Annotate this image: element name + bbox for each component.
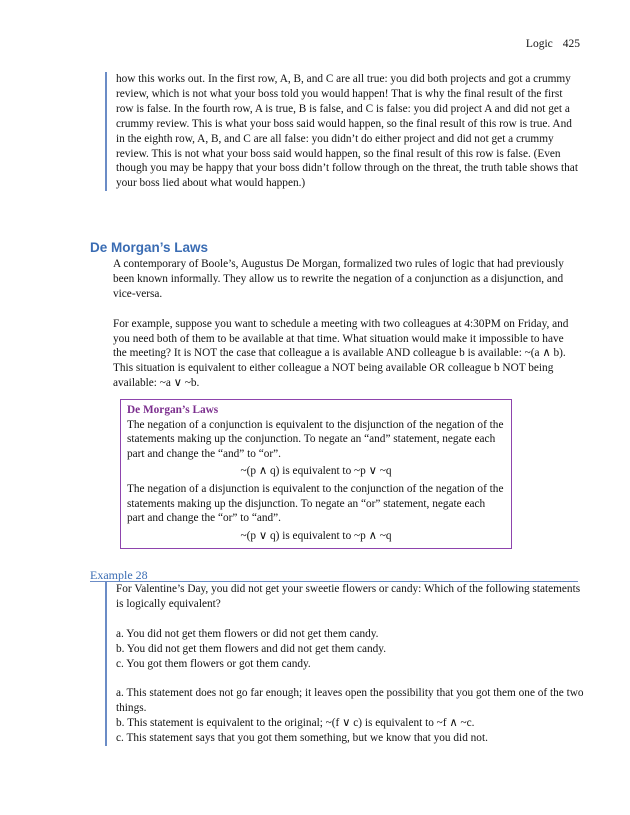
page-header [516,38,580,50]
option-c: c. You got them flowers or got them candy. [116,657,311,670]
answer-c: c. This statement says that you got them something, but we know that you did not. [116,732,488,745]
spacer [116,612,584,627]
continued-paragraph: how this works out. In the first row, A, B, and C are all true: you did both projects and got a crummy review, which is not what your boss told you would happen! That is why the final result of the first row is false. In the fourth row, A is true, B is false, and C is false: you did project A and did not get a crummy review. This is what your boss said would happen, so the final result of this row is true. And in the eighth row, A, B, and C are all false: you didn’t do either project and did not get a crummy review. This is not what your boss said would happen, so the final result of this row is false. (Even though you may be happy that your boss didn’t follow through on the threat, the truth table shows that your boss lied about what would happen.) [105,72,582,191]
box-formula-1: ~(p ∧ q) is equivalent to ~p ∨ ~q [240,465,392,478]
header-section: Logic [525,38,553,50]
box-title: De Morgan’s Laws [127,404,219,416]
option-b: b. You did not get them flowers and did not get them candy. [116,642,387,655]
section-title: De Morgan’s Laws [90,240,209,255]
section-body [113,257,578,406]
header-page-number: 425 [562,38,580,50]
example-title: Example 28 [90,568,148,582]
option-a: a. You did not get them flowers or did not get them candy. [116,627,379,640]
answer-b: b. This statement is equivalent to the original; ~(f ∨ c) is equivalent to ~f ∧ ~c. [116,717,475,730]
box-text-2: The negation of a disjunction is equivalent to the conjunction of the negation of the statements making up the disjunction. To negate an “or” statement, negate each part and change the “or” to “and”. [127,482,504,525]
section-paragraph-1: A contemporary of Boole’s, Augustus De Morgan, formalized two rules of logic that had previously been known informally. They allow us to rewrite the negation of a conjunction as a disjunction, and vice-versa. [113,258,564,300]
example-question: For Valentine’s Day, you did not get your sweetie flowers or candy: Which of the following statements is logically equivalent? [116,583,581,610]
box-formula-2: ~(p ∨ q) is equivalent to ~p ∧ ~q [240,529,392,542]
example-body [105,582,584,746]
box-text-1: The negation of a conjunction is equivalent to the disjunction of the negation of the statements making up the conjunction. To negate an “and” statement, negate each part and change the “and” to “or”. [127,418,504,460]
answer-a: a. This statement does not go far enough; it leaves open the possibility that you got them one of the two things. [116,687,584,715]
spacer [116,671,584,686]
section-paragraph-2: For example, suppose you want to schedule a meeting with two colleagues at 4:30PM on Friday, and you need both of them to be available at that time. What situation would make it impossible to have the meeting? It is NOT the case that colleague a is available AND colleague b is available: ~(a ∧ b). This situation is equivalent to either colleague a NOT being available OR colleague b NOT being available: ~a ∨ ~b. [113,317,569,390]
definition-box [120,399,512,549]
